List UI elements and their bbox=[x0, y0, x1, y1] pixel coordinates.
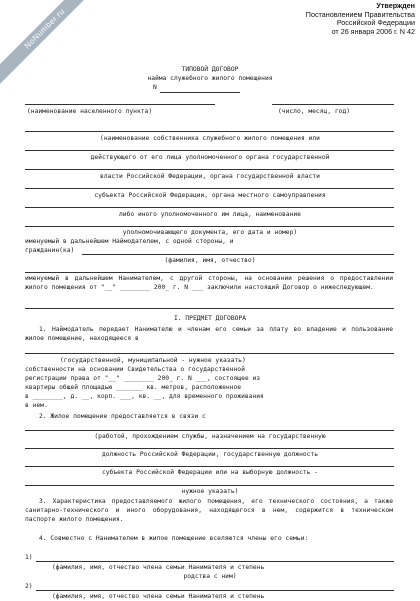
watermark-ribbon: NoNumber.ru bbox=[0, 0, 110, 94]
owner-text-2: власти Российской Федерации, органа государственной власти bbox=[100, 173, 320, 180]
member-2-note: (фамилия, имя, отчество члена семьи Нанимателя и степень bbox=[52, 593, 265, 600]
owner-line-4 bbox=[25, 207, 394, 208]
doc-number-line bbox=[160, 92, 240, 93]
paragraph-2-note-0: (работой, прохождением службы, назначением на государственную bbox=[94, 433, 326, 440]
paragraph-1-cont-4: в ________, д. __, корп. ___, кв. __, для временного проживания bbox=[25, 393, 264, 400]
owner-text-1: действующего от его лица уполномоченного органа государственной bbox=[90, 154, 330, 161]
member-2-line bbox=[36, 590, 394, 591]
owner-text-0: (наименование собственника служебного жилого помещения или bbox=[100, 135, 320, 142]
approved-line-1: Утвержден bbox=[376, 1, 415, 10]
member-1-line bbox=[36, 561, 394, 562]
owner-line-1 bbox=[25, 150, 394, 151]
tenant-paragraph: именуемый в дальнейшем Нанимателем, с другой стороны, на основании решения о предоставлении жилого помещения от "__" ________ 200_ г. N ___ заключили настоящий Договор о нижеследующем. bbox=[25, 275, 393, 291]
paragraph-1-cont-5: в нем. bbox=[25, 402, 48, 409]
landlord-line: именуемый в дальнейшем Наймодателем, с одной стороны, и bbox=[25, 238, 234, 245]
citizen-line bbox=[82, 254, 394, 255]
member-1-note-2: родства с ним) bbox=[183, 573, 237, 580]
paragraph-3: 3. Характеристика предоставляемого жилого помещения, его технического состояния, а также санитарно-технического и иного оборудования, находящегося в нем, содержится в техническом паспорте жилого помещения. bbox=[25, 498, 393, 523]
owner-text-3: субъекта Российской Федерации, органа местного самоуправления bbox=[94, 192, 326, 199]
paragraph-1: 1. Наймодатель передает Нанимателю и членам его семьи за плату во владение и пользование жилое помещение, находящееся в bbox=[25, 326, 393, 342]
member-1-note: (фамилия, имя, отчество члена семьи Нанимателя и степень bbox=[52, 564, 265, 571]
member-2-number: 2) bbox=[25, 583, 33, 590]
owner-text-4: либо иного уполномоченного им лица, наименование bbox=[119, 211, 301, 218]
place-line bbox=[25, 104, 215, 105]
paragraph-2-line-2 bbox=[25, 466, 394, 467]
paragraph-2-note-3: нужное указать) bbox=[181, 488, 239, 495]
paragraph-2-line-1 bbox=[25, 448, 394, 449]
approval-stamp bbox=[245, 2, 415, 36]
paragraph-2-note-2: субъекта Российской Федерации или на выборную должность - bbox=[101, 469, 319, 476]
section-1-title: I. ПРЕДМЕТ ДОГОВОРА bbox=[173, 315, 247, 322]
paragraph-2-line-3 bbox=[25, 485, 394, 486]
fio-label: (фамилия, имя, отчество) bbox=[164, 257, 256, 264]
date-label: (число, месяц, год) bbox=[278, 108, 351, 115]
paragraph-2-note-1: должность Российской Федерации, государственную должность bbox=[101, 451, 319, 458]
doc-number-prefix: N bbox=[153, 84, 157, 91]
paragraph-1-cont-1: собственности на основании Свидетельства о государственной bbox=[25, 366, 245, 373]
paragraph-1-cont-3: квартиры общей площадью _______ кв. метров, расположенное bbox=[25, 384, 242, 391]
approved-line-4: от 26 января 2006 г. N 42 bbox=[331, 26, 415, 36]
section-divider bbox=[25, 308, 394, 309]
owner-text-5: уполномочивающего документа, его дата и номер) bbox=[122, 229, 298, 236]
paragraph-1-line bbox=[25, 353, 394, 354]
approved-line-3: Российской Федерации bbox=[336, 18, 415, 28]
owner-line-0 bbox=[25, 131, 394, 132]
doc-title: ТИПОВОЙ ДОГОВОР bbox=[181, 66, 239, 73]
citizen-label: гражданин(ка) bbox=[25, 247, 75, 254]
citizen-line-2 bbox=[25, 272, 394, 273]
owner-line-3 bbox=[25, 188, 394, 189]
doc-subtitle: найма служебного жилого помещения bbox=[147, 75, 273, 82]
member-1-number: 1) bbox=[25, 554, 33, 561]
paragraph-1-cont-2: регистрации права от "__" ________ 200_ г. N ___, состоящее из bbox=[25, 375, 261, 382]
approved-line-2: Постановлением Правительства bbox=[305, 9, 415, 19]
owner-line-2 bbox=[25, 169, 394, 170]
owner-line-5 bbox=[25, 226, 394, 227]
paragraph-1-note: (государственной, муниципальной - нужное указать) bbox=[60, 357, 246, 364]
paragraph-2: 2. Жилое помещение предоставляется в связи с bbox=[39, 413, 206, 420]
paragraph-2-line-0 bbox=[25, 430, 394, 431]
paragraph-4: 4. Совместно с Нанимателем в жилое помещение вселяются члены его семьи: bbox=[39, 535, 309, 542]
place-label: (наименование населенного пункта) bbox=[27, 108, 153, 115]
date-line bbox=[272, 104, 394, 105]
